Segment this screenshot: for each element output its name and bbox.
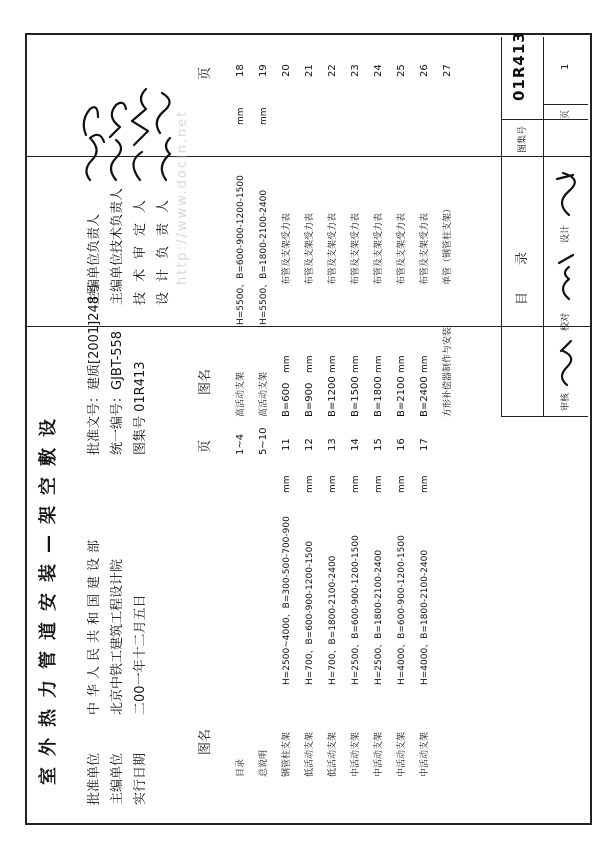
toc-right-page: 20 <box>281 64 292 77</box>
toc-right-name: B=600 <box>281 382 292 417</box>
editor-unit-label: 主编单位 <box>110 752 125 805</box>
toc-right-spec: 布管及支架受力表 <box>374 212 384 285</box>
toc-left-name: 中活动支架 <box>397 731 407 777</box>
toc-left-page: 12 <box>304 438 315 451</box>
title-block-border <box>501 119 588 120</box>
title-block-border <box>501 156 588 157</box>
toc-right-spec: 布管及支架受力表 <box>397 212 407 285</box>
toc-left-unit: mm <box>351 475 361 493</box>
toc-right-name: 高活动支架 <box>236 371 246 417</box>
responsible-design: 设计负责人 <box>156 189 171 305</box>
toc-right-spec: 布管及支架受力表 <box>282 212 292 285</box>
toc-left-spec: H=2500、B=1800-2100-2400 <box>374 549 384 685</box>
toc-left-unit: mm <box>282 475 292 493</box>
design-label: 设计 <box>561 224 571 243</box>
toc-left-page: 1~4 <box>235 433 246 455</box>
page-label: 页 <box>561 109 571 119</box>
responsible-tech: 主编单位技术负责人 <box>110 187 125 305</box>
toc-left-name: 中活动支架 <box>420 731 430 777</box>
title-block-name-2: 录 <box>515 251 530 265</box>
toc-right-spec: 布管及支架受力表 <box>305 212 315 285</box>
watermark: http://www.docin.net <box>175 109 190 285</box>
toc-left-page: 16 <box>396 438 407 451</box>
toc-right-page: 23 <box>350 64 361 77</box>
toc-left-unit: mm <box>328 475 338 493</box>
toc-right-page: 22 <box>327 64 338 77</box>
date: 二00一年十二月五日 <box>133 594 148 715</box>
toc-right-spec: 布管及支架受力表 <box>351 212 361 285</box>
signatures <box>80 40 185 185</box>
toc-right-unit: mm <box>259 107 269 125</box>
approve-unit: 中华人民共和国建设部 <box>87 534 102 715</box>
toc-left-spec: H=700、B=1800-2100-2400 <box>328 555 338 685</box>
title-block-signatures <box>549 165 579 395</box>
approve-unit-label: 批准单位 <box>87 752 102 805</box>
toc-left-page: 13 <box>327 438 338 451</box>
toc-right-name: B=2100 <box>396 376 407 417</box>
toc-left-name: 中活动支架 <box>351 731 361 777</box>
title-block-border <box>543 104 588 105</box>
toc-right-name: B=1800 <box>373 376 384 417</box>
toc-right-unit: mm <box>305 355 315 373</box>
toc-left-page: 11 <box>281 438 292 451</box>
title-block-border <box>501 416 588 417</box>
toc-left-page: 14 <box>350 438 361 451</box>
atlas-no-meta: 图集号 01R413 <box>133 361 148 455</box>
approve-doc: 批准文号：建质[2001]248号 <box>87 282 102 455</box>
toc-right-unit: mm <box>236 107 246 125</box>
responsible-editor: 主编单位负责人 <box>87 213 102 305</box>
toc-left-name: 低活动支架 <box>305 731 315 777</box>
toc-right-name: B=900 <box>304 382 315 417</box>
toc-right-spec: H=5500、B=600-900-1200-1500 <box>236 175 246 325</box>
page-value: 1 <box>560 63 571 70</box>
toc-right-name-header: 图名 <box>198 368 213 395</box>
section-divider <box>25 326 590 327</box>
date-label: 实行日期 <box>133 752 148 805</box>
toc-left-spec: H=700、B=600-900-1200-1500 <box>305 540 315 685</box>
toc-right-name: B=1500 <box>350 376 361 417</box>
toc-left-unit: mm <box>420 475 430 493</box>
toc-right-unit: mm <box>374 355 384 373</box>
rotated-page <box>25 31 590 825</box>
toc-right-page: 26 <box>419 64 430 77</box>
title-block-name: 目 <box>515 291 530 305</box>
toc-right-spec: 布管及支架受力表 <box>420 212 430 285</box>
toc-right-name: 方形补偿器制作与安装 <box>443 326 453 417</box>
toc-left-page: 17 <box>419 438 430 451</box>
toc-right-unit: mm <box>397 355 407 373</box>
toc-right-name: B=2400 <box>419 376 430 417</box>
toc-right-name: 高活动支架 <box>259 371 269 417</box>
toc-right-page: 18 <box>235 64 246 77</box>
toc-right-page: 21 <box>304 64 315 77</box>
toc-left-spec: H=2500~4000、B=300-500-700-900 <box>282 516 292 685</box>
toc-right-unit: mm <box>282 355 292 373</box>
toc-left-name: 目录 <box>236 758 246 777</box>
toc-left-name: 钢管柱支架 <box>282 731 292 777</box>
toc-right-page: 25 <box>396 64 407 77</box>
std-no: 统一编号：GJBT-558 <box>110 330 125 455</box>
toc-left-unit: mm <box>305 475 315 493</box>
atlas-value: 01R413 <box>510 31 528 101</box>
editor-unit: 北京中铁工建筑工程设计院 <box>110 558 125 715</box>
toc-right-spec: 布管及支架受力表 <box>328 212 338 285</box>
toc-right-page: 19 <box>258 64 269 77</box>
toc-left-spec: H=4000、B=600-900-1200-1500 <box>397 535 407 685</box>
title-block-border <box>543 37 544 417</box>
toc-right-page-header: 页 <box>198 66 213 80</box>
toc-left-unit: mm <box>397 475 407 493</box>
toc-left-page-header: 页 <box>198 439 213 453</box>
toc-right-spec: H=5500、B=1800-2100-2400 <box>259 189 269 325</box>
toc-left-name: 总说明 <box>259 749 269 777</box>
review-label: 审核 <box>561 392 571 411</box>
atlas-label: 图集号 <box>518 125 528 153</box>
responsible-review: 技术审定人 <box>133 189 148 305</box>
toc-right-name: B=1200 <box>327 376 338 417</box>
title-block-border <box>501 37 502 417</box>
page-title: 室外热力管道安装—架空敷设 <box>38 408 59 785</box>
toc-left-page: 15 <box>373 438 384 451</box>
toc-right-page: 24 <box>373 64 384 77</box>
toc-left-spec: H=4000、B=1800-2100-2400 <box>420 549 430 685</box>
toc-right-unit: mm <box>351 355 361 373</box>
toc-right-page: 27 <box>442 64 453 77</box>
toc-right-unit: mm <box>328 355 338 373</box>
check-label: 校对 <box>561 312 571 331</box>
toc-left-unit: mm <box>374 475 384 493</box>
toc-right-unit: mm <box>420 355 430 373</box>
toc-left-name: 中活动支架 <box>374 731 384 777</box>
toc-left-name-header: 图名 <box>198 728 213 755</box>
toc-left-page: 5~10 <box>258 427 269 455</box>
toc-left-name: 低活动支架 <box>328 731 338 777</box>
toc-right-spec: 单管（钢管柱支架） <box>443 203 453 285</box>
toc-left-spec: H=2500、B=600-900-1200-1500 <box>351 535 361 685</box>
